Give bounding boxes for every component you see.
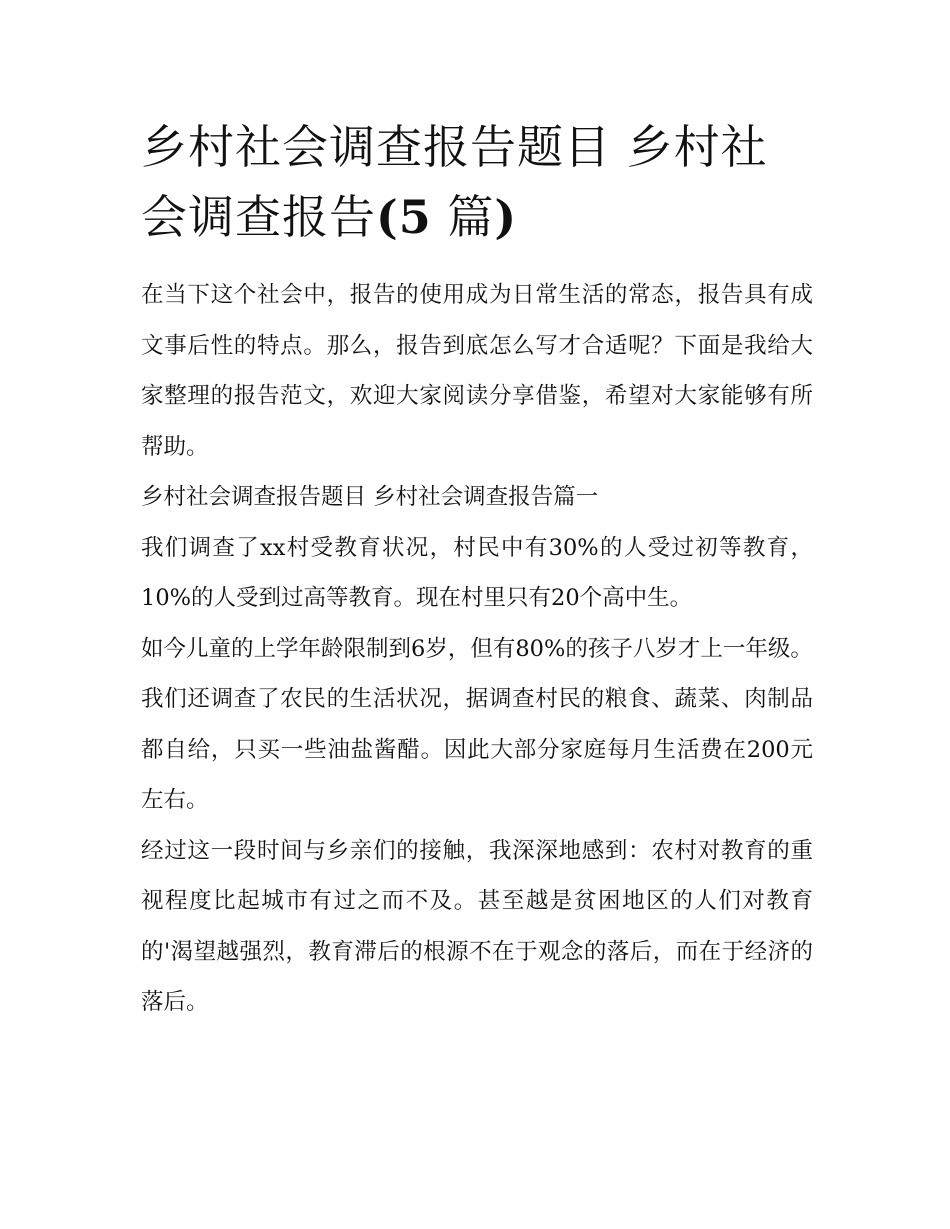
- document-page: [141, 112, 813, 1028]
- body-paragraph: 经过这一段时间与乡亲们的接触，我深深地感到：农村对教育的重视程度比起城市有过之而不及。甚至越是贫困地区的人们对教育的'渴望越强烈，教育滞后的根源不在于观念的落后，而在于经济的落后。: [141, 837, 813, 1015]
- body-paragraph: 如今儿童的上学年龄限制到6岁，但有80%的孩子八岁才上一年级。: [141, 635, 813, 662]
- document-title: [141, 112, 813, 252]
- intro-paragraph: 在当下这个社会中，报告的使用成为日常生活的常态，报告具有成文事后性的特点。那么，报告到底怎么写才合适呢？下面是我给大家整理的报告范文，欢迎大家阅读分享借鉴，希望对大家能够有所帮助。: [141, 282, 813, 460]
- title-count-unit: 篇: [447, 190, 495, 244]
- document-body: [141, 270, 813, 1028]
- title-main: 乡村社会调查报告题目 乡村社会调查报告: [141, 120, 768, 244]
- body-paragraph: 我们还调查了农民的生活状况，据调查村民的粮食、蔬菜、肉制品都自给，只买一些油盐酱醋。因此大部分家庭每月生活费在200元左右。: [141, 686, 813, 813]
- body-paragraph: 我们调查了xx村受教育状况，村民中有30%的人受过初等教育，10%的人受到过高等教育。现在村里只有20个高中生。: [141, 534, 813, 611]
- title-close-paren: ): [494, 190, 518, 244]
- section-heading: 乡村社会调查报告题目 乡村社会调查报告篇一: [141, 484, 599, 510]
- title-count: (5: [376, 190, 432, 244]
